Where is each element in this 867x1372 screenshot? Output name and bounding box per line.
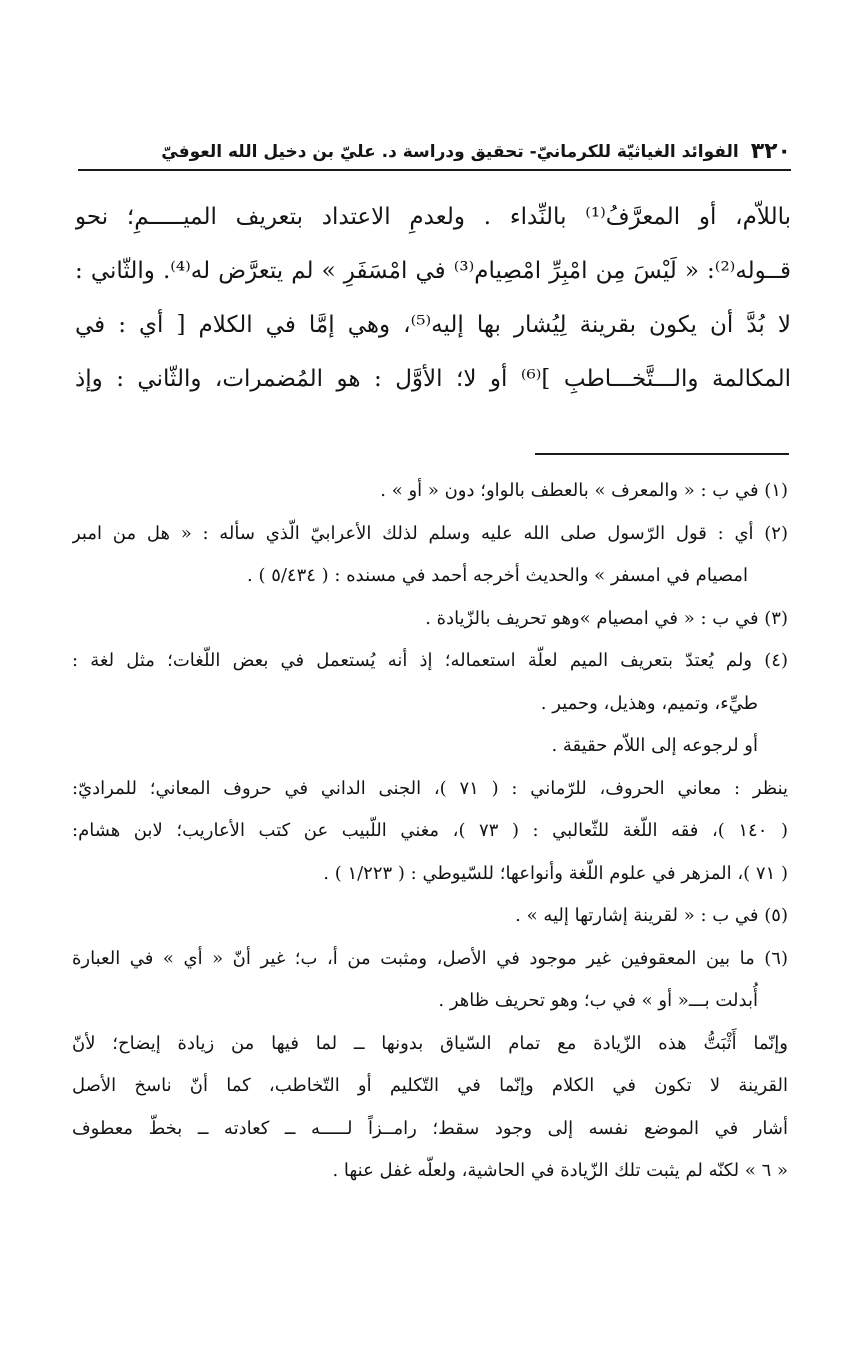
footnote-line: وإنّما أَثْبَتُّ هذه الزّيادة مع تمام السّياق بدونها ــ لما فيها من زيادة إيضاح؛ لأنّ — [72, 1032, 788, 1054]
main-text — [75, 190, 791, 406]
footnotes — [72, 470, 788, 1193]
running-header — [78, 137, 791, 171]
footnote-line: القرينة لا تكون في الكلام وإنّما في التّكليم أو التّخاطب، كما أنّ ناسخ الأصل — [72, 1075, 788, 1096]
footnote-line: (٥) في ب : « لقرينة إشارتها إليه » . — [515, 905, 788, 926]
main-text-line: باللاّم، أو المعرَّفُ⁽¹⁾ بالنِّداء . ولعدمِ الاعتداد بتعريف الميـــــمِ؛ نحو — [75, 204, 791, 230]
footnote-line: أشار في الموضع نفسه إلى وجود سقط؛ رامــزاً لـــــه ــ كعادته ــ بخطّ معطوف — [72, 1117, 788, 1139]
footnote-line: ( ٧١ )، المزهر في علوم اللّغة وأنواعها؛ للسّيوطي : ( ١/٢٢٣ ) . — [323, 862, 788, 884]
page-number: ٣٢٠ — [750, 139, 791, 164]
footnote-line: (٢) أي : قول الرّسول صلى الله عليه وسلم لذلك الأعرابيّ الّذي سأله : « هل من امبر — [72, 522, 788, 544]
footnote-line: (١) في ب : « والمعرف » بالعطف بالواو؛ دون « أو » . — [380, 480, 788, 501]
footnote-line: (٦) ما بين المعقوفين غير موجود في الأصل، ومثبت من أ، ب؛ غير أنّ « أي » في العبارة — [72, 947, 788, 969]
main-text-line: قــوله⁽²⁾: « لَيْسَ مِن امْبِرِّ امْصِيام⁽³⁾ في امْسَفَرِ » لم يتعرَّض له⁽⁴⁾. والثّاني : — [75, 258, 791, 284]
footnote-line: طيِّء، وتميم، وهذيل، وحمير . — [540, 692, 758, 714]
footnote-line: أُبدلت بـــ« أو » في ب؛ وهو تحريف ظاهر . — [438, 990, 758, 1011]
footnote-line: ينظر : معاني الحروف، للرّماني : ( ٧١ )، الجنى الداني في حروف المعاني؛ للمراديّ: — [72, 777, 788, 799]
footnote-separator — [535, 453, 789, 455]
footnote-line: امصيام في امسفر » والحديث أخرجه أحمد في مسنده : ( ٥/٤٣٤ ) . — [247, 565, 748, 586]
footnote-line: (٣) في ب : « في امصيام »وهو تحريف بالزّيادة . — [425, 607, 788, 629]
footnote-line: « ٦ » لكنّه لم يثبت تلك الزّيادة في الحاشية، ولعلّه غفل عنها . — [332, 1160, 788, 1181]
main-text-line: لا بُدَّ أن يكون بقرينة لِيُشار بها إليه⁽⁵⁾، وهي إمَّا في الكلام [ أي : في — [75, 312, 791, 338]
footnote-line: أو لرجوعه إلى اللاّم حقيقة . — [551, 735, 758, 756]
main-text-line: المكالمة والـــتَّخـــاطبِ ]⁽⁶⁾ أو لا؛ الأوَّل : هو المُضمرات، والثّاني : وإذ — [75, 366, 791, 392]
footnote-line: ( ١٤٠ )، فقه اللّغة للثّعالبي : ( ٧٣ )، مغني اللّبيب عن كتب الأعاريب؛ لابن هشام: — [72, 820, 788, 841]
footnote-line: (٤) ولم يُعتدّ بتعريف الميم لعلّة استعماله؛ إذ أنه يُستعمل في بعض اللّغات؛ مثل لغة : — [72, 650, 788, 671]
running-title: الفوائد الغياثيّة للكرمانيّ- تحقيق ودراسة د. عليّ بن دخيل الله العوفيّ — [161, 142, 739, 162]
